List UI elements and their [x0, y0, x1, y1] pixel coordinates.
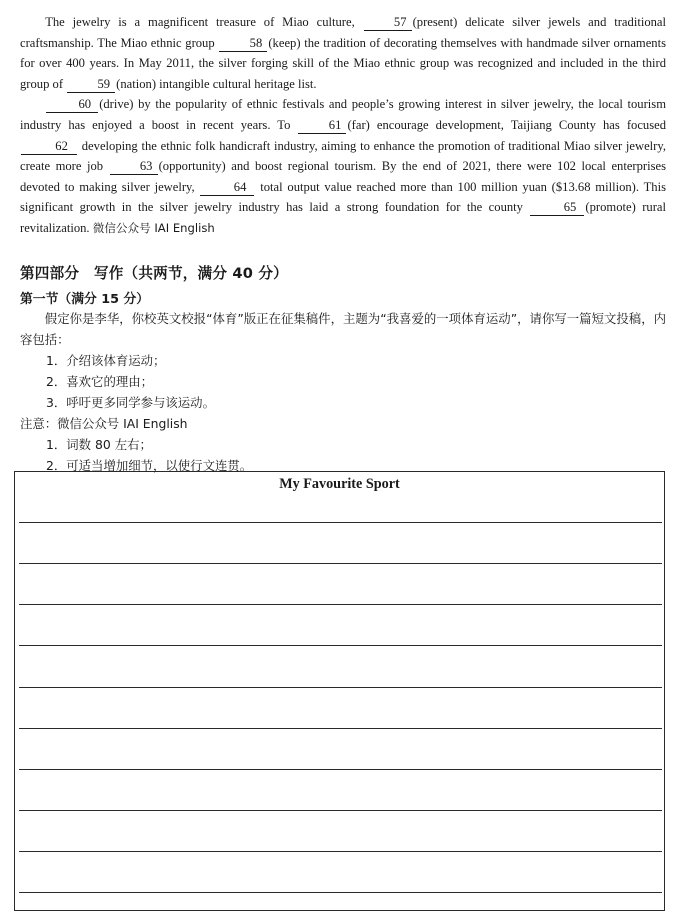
blank-59[interactable]: 59 [67, 77, 115, 93]
prompt-item: 2．喜欢它的理由； [46, 374, 154, 389]
section-heading: 第四部分 写作（共两节，满分 40 分） [20, 265, 288, 282]
prompt-note: 1．词数 80 左右； [46, 437, 152, 452]
writing-line[interactable] [19, 645, 662, 646]
passage-text: (keep) the tradition of decorating themselves with handmade silver ornaments for over 400 years. In May 2011, the silver forging skill of the Miao ethnic group was recognized and included in the third group of [20, 35, 667, 91]
prompt-item: 3．呼吁更多同学参与该运动。 [46, 395, 215, 410]
answer-box-title: My Favourite Sport [279, 476, 400, 492]
writing-line[interactable] [19, 522, 662, 523]
writing-line[interactable] [19, 687, 662, 688]
watermark-text: 微信公众号 IAI English [92, 220, 215, 235]
prompt-note: 2．可适当增加细节，以使行文连贯。 [46, 458, 253, 473]
passage-text: The jewelry is a magnificent treasure of Miao culture, [45, 15, 363, 29]
blank-60[interactable]: 60 [46, 97, 98, 113]
passage-text: (drive) by the popularity of ethnic festivals and people’s growing interest in silver jewelry, the local tourism industry has enjoyed a boost in recent years. To [20, 97, 666, 132]
passage-text: developing the ethnic folk handicraft industry, aiming to enhance the promotion of traditional Miao silver jewelry, create more job [20, 138, 666, 174]
blank-58[interactable]: 58 [219, 36, 267, 52]
writing-line[interactable] [19, 851, 662, 852]
passage-text: (far) encourage development, Taijiang County has focused [347, 117, 666, 132]
passage-text: total output value reached more than 100 million yuan ($13.68 million). This significant growth in the silver jewelry industry has laid a strong foundation for the county [20, 179, 666, 215]
writing-line[interactable] [19, 563, 662, 564]
writing-line[interactable] [19, 769, 662, 770]
passage-text: (present) delicate silver jewels and traditional craftsmanship. The Miao ethnic group [20, 15, 666, 50]
writing-line[interactable] [19, 810, 662, 811]
passage-paragraph-1 [20, 12, 666, 94]
blank-62[interactable]: 62 [21, 139, 77, 155]
passage-text: (nation) intangible cultural heritage list. [116, 76, 317, 91]
passage-paragraph-2 [20, 94, 666, 238]
reading-passage [20, 12, 666, 239]
blank-57[interactable]: 57 [364, 15, 412, 31]
prompt-item: 1．介绍该体育运动； [46, 353, 166, 368]
subsection-heading: 第一节（满分 15 分） [20, 292, 150, 307]
writing-line[interactable] [19, 892, 662, 893]
passage-text: (opportunity) and boost regional tourism. By the end of 2021, there were 102 local enterprises devoted to making silver jewelry, [20, 159, 666, 194]
passage-text: (promote) rural revitalization. [20, 200, 666, 235]
answer-box[interactable] [14, 471, 665, 911]
writing-line[interactable] [19, 604, 662, 605]
blank-64[interactable]: 64 [200, 180, 254, 196]
blank-65[interactable]: 65 [530, 200, 584, 216]
writing-line[interactable] [19, 728, 662, 729]
blank-61[interactable]: 61 [298, 118, 346, 134]
prompt-intro: 假定你是李华，你校英文校报“体育”版正在征集稿件，主题为“我喜爱的一项体育运动”，请你写一篇短文投稿，内容包括： [20, 311, 666, 347]
blank-63[interactable]: 63 [110, 159, 158, 175]
writing-prompt [20, 308, 666, 476]
prompt-notice: 注意：微信公众号 IAI English [20, 416, 188, 431]
